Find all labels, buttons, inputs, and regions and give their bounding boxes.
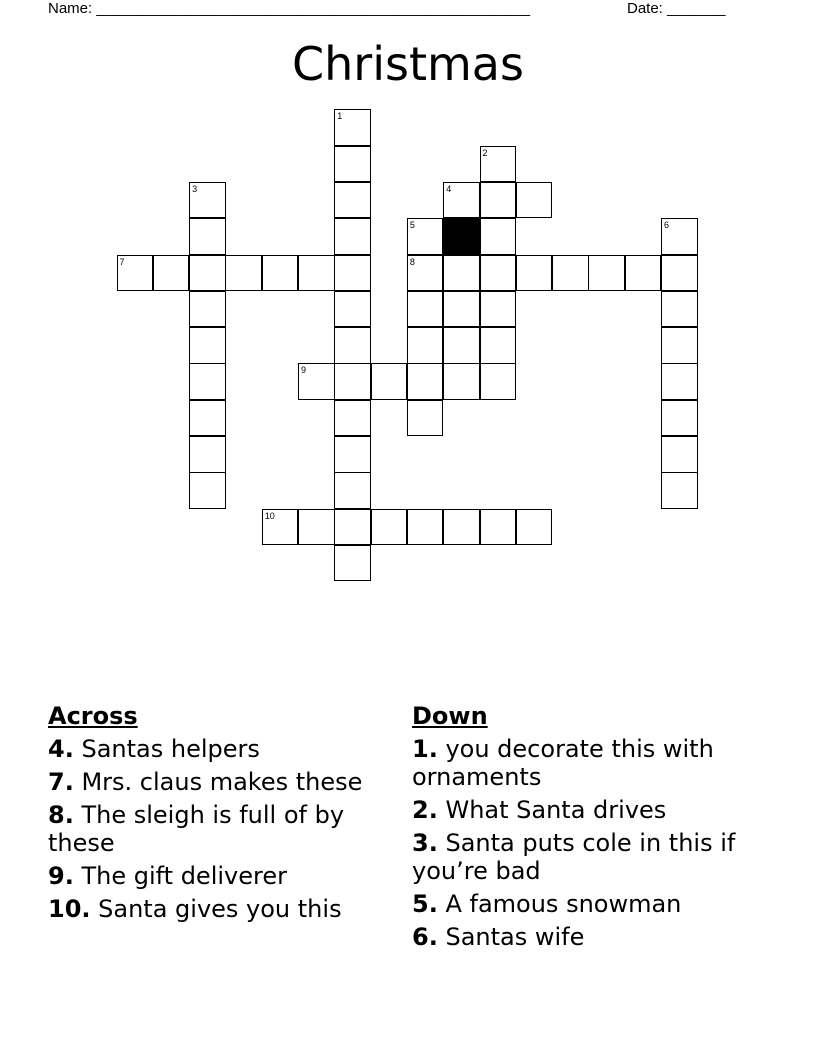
grid-cell[interactable] xyxy=(407,327,444,364)
across-clues xyxy=(48,702,388,928)
clue-number: 3 xyxy=(192,183,198,194)
grid-cell[interactable] xyxy=(443,363,480,400)
clue-number: 5 xyxy=(409,220,415,231)
grid-cell[interactable] xyxy=(334,545,371,582)
grid-cell[interactable] xyxy=(262,509,299,546)
page-title: Christmas xyxy=(292,37,524,91)
grid-cell[interactable] xyxy=(407,291,444,328)
date-line: Date: _______ xyxy=(627,0,726,17)
grid-cell[interactable] xyxy=(480,363,517,400)
grid-cell[interactable] xyxy=(153,255,190,292)
grid-cell[interactable] xyxy=(661,363,698,400)
grid-cell[interactable] xyxy=(443,327,480,364)
across-clue: 10. Santa gives you this xyxy=(48,895,342,923)
clue-number: 6 xyxy=(664,220,670,231)
down-clue: 6. Santas wife xyxy=(412,923,585,951)
grid-cell[interactable] xyxy=(480,509,517,546)
grid-cell[interactable] xyxy=(334,218,371,255)
grid-cell[interactable] xyxy=(298,363,335,400)
grid-cell[interactable] xyxy=(334,472,371,509)
grid-cell[interactable] xyxy=(516,509,553,546)
grid-cell[interactable] xyxy=(189,436,226,473)
across-clue: 4. Santas helpers xyxy=(48,735,260,763)
grid-cell[interactable] xyxy=(189,363,226,400)
clue-number: 7 xyxy=(119,256,125,267)
grid-cell[interactable] xyxy=(189,218,226,255)
grid-cell[interactable] xyxy=(298,255,335,292)
grid-cell[interactable] xyxy=(516,255,553,292)
grid-cell[interactable] xyxy=(334,109,371,146)
grid-cell[interactable] xyxy=(480,146,517,183)
grid-cell[interactable] xyxy=(661,436,698,473)
grid-cell[interactable] xyxy=(334,363,371,400)
black-cell xyxy=(443,218,480,255)
down-clue: 2. What Santa drives xyxy=(412,796,667,824)
grid-cell[interactable] xyxy=(371,363,408,400)
grid-cell[interactable] xyxy=(334,509,371,546)
name-line: Name: ____________________________________________________ xyxy=(48,0,531,17)
grid-cell[interactable] xyxy=(588,255,625,292)
grid-cell[interactable] xyxy=(189,472,226,509)
down-clue: 5. A famous snowman xyxy=(412,890,682,918)
clue-number: 1 xyxy=(337,111,343,122)
grid-cell[interactable] xyxy=(661,327,698,364)
down-clue: 3. Santa puts cole in this if you’re bad xyxy=(412,829,736,885)
grid-cell[interactable] xyxy=(443,291,480,328)
grid-cell[interactable] xyxy=(552,255,589,292)
grid-cell[interactable] xyxy=(407,218,444,255)
grid-cell[interactable] xyxy=(334,436,371,473)
grid-cell[interactable] xyxy=(443,182,480,219)
grid-cell[interactable] xyxy=(334,182,371,219)
grid-cell[interactable] xyxy=(661,400,698,437)
grid-cell[interactable] xyxy=(334,327,371,364)
grid-cell[interactable] xyxy=(661,255,698,292)
grid-cell[interactable] xyxy=(480,255,517,292)
grid-cell[interactable] xyxy=(189,400,226,437)
across-clue: 7. Mrs. claus makes these xyxy=(48,768,363,796)
grid-cell[interactable] xyxy=(661,218,698,255)
across-clue: 8. The sleigh is full of by these xyxy=(48,801,345,857)
down-heading: Down xyxy=(412,702,488,730)
across-heading: Across xyxy=(48,702,138,730)
grid-cell[interactable] xyxy=(189,327,226,364)
grid-cell[interactable] xyxy=(407,255,444,292)
clue-number: 2 xyxy=(482,147,488,158)
grid-cell[interactable] xyxy=(407,400,444,437)
grid-cell[interactable] xyxy=(334,146,371,183)
grid-cell[interactable] xyxy=(480,291,517,328)
grid-cell[interactable] xyxy=(480,327,517,364)
down-clue: 1. you decorate this with ornaments xyxy=(412,735,714,791)
clue-number: 9 xyxy=(301,365,307,376)
grid-cell[interactable] xyxy=(480,182,517,219)
clue-number: 10 xyxy=(264,510,275,521)
grid-cell[interactable] xyxy=(443,255,480,292)
grid-cell[interactable] xyxy=(371,509,408,546)
grid-cell[interactable] xyxy=(334,291,371,328)
across-clue: 9. The gift deliverer xyxy=(48,862,287,890)
grid-cell[interactable] xyxy=(334,255,371,292)
grid-cell[interactable] xyxy=(407,509,444,546)
clue-number: 8 xyxy=(409,256,415,267)
grid-cell[interactable] xyxy=(189,255,226,292)
grid-cell[interactable] xyxy=(189,291,226,328)
grid-cell[interactable] xyxy=(661,472,698,509)
grid-cell[interactable] xyxy=(189,182,226,219)
grid-cell[interactable] xyxy=(117,255,154,292)
grid-cell[interactable] xyxy=(661,291,698,328)
grid-cell[interactable] xyxy=(298,509,335,546)
grid-cell[interactable] xyxy=(407,363,444,400)
grid-cell[interactable] xyxy=(443,509,480,546)
grid-cell[interactable] xyxy=(225,255,262,292)
grid-cell[interactable] xyxy=(480,218,517,255)
down-clues xyxy=(412,702,772,956)
grid-cell[interactable] xyxy=(516,182,553,219)
grid-cell[interactable] xyxy=(334,400,371,437)
grid-cell[interactable] xyxy=(262,255,299,292)
clue-number: 4 xyxy=(446,183,452,194)
grid-cell[interactable] xyxy=(625,255,662,292)
